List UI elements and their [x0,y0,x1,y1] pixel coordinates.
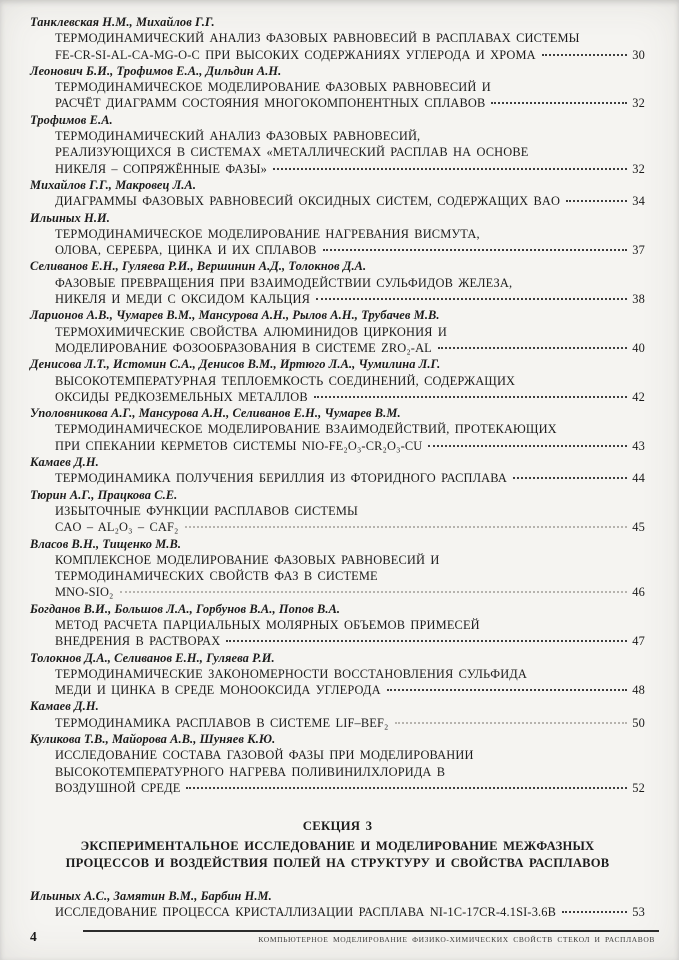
entry-authors: Уполовникова А.Г., Мансурова А.Н., Селиванов Е.Н., Чумарев В.М. [30,406,401,421]
entry-page-number: 37 [632,243,645,258]
entry-title-text: ИЗБЫТОЧНЫЕ ФУНКЦИИ РАСПЛАВОВ СИСТЕМЫ [55,503,358,518]
entry-authors: Денисова Л.Т., Истомин С.А., Денисов В.М., Иртюго Л.А., Чумилина Л.Г. [30,357,441,372]
entry-title-text: ТЕРМОДИНАМИЧЕСКОЕ МОДЕЛИРОВАНИЕ НАГРЕВАНИЯ ВИСМУТА, [55,226,480,241]
entry-page-number: 30 [632,47,645,62]
section-header [30,818,645,873]
entry-title-line [30,682,645,698]
entry-authors: Тюрин А.Г., Працкова С.Е. [30,487,178,502]
toc-entry [30,888,645,921]
entry-title-line [30,503,645,519]
entry-title-text: ТЕРМОДИНАМИЧЕСКИЙ АНАЛИЗ ФАЗОВЫХ РАВНОВЕСИЙ В РАСПЛАВАХ СИСТЕМЫ [55,31,580,46]
entry-title-line [30,95,645,111]
entry-title-line [30,128,645,144]
entry-title-line [30,421,645,437]
entry-authors: Леонович Б.И., Трофимов Е.А., Дильдин А.Н. [30,63,282,78]
entry-title-text: ИССЛЕДОВАНИЕ ПРОЦЕССА КРИСТАЛЛИЗАЦИИ РАСПЛАВА NI-1C-17CR-4.1SI-3.6B [55,905,557,920]
entry-title-text: МЕТОД РАСЧЕТА ПАРЦИАЛЬНЫХ МОЛЯРНЫХ ОБЪЕМОВ ПРИМЕСЕЙ [55,617,480,632]
entry-title-line [30,242,645,258]
toc-entry [30,601,645,650]
entry-title-line [30,780,645,796]
entry-title-line [30,633,645,649]
entry-title-line [30,389,645,405]
entry-title-line [30,584,645,600]
entry-title-text: НИКЕЛЯ – СОПРЯЖЁННЫЕ ФАЗЫ» [55,161,267,176]
toc-entry [30,405,645,454]
entry-page-number: 47 [632,634,645,649]
entry-page-number: 40 [632,340,645,355]
entry-authors: Камаев Д.Н. [30,699,99,714]
entry-authors: Трофимов Е.А. [30,112,113,127]
entry-title-text: ОКСИДЫ РЕДКОЗЕМЕЛЬНЫХ МЕТАЛЛОВ [55,389,308,404]
entry-page-number: 50 [632,715,645,730]
toc-entry [30,258,645,307]
entry-title-line [30,30,645,46]
entry-title-text: НИКЕЛЯ И МЕДИ С ОКСИДОМ КАЛЬЦИЯ [55,292,310,307]
entry-authors: Толокнов Д.А., Селиванов Е.Н., Гуляева Р.И. [30,650,275,665]
toc-list [30,14,645,920]
entry-title-text: ВОЗДУШНОЙ СРЕДЕ [55,780,181,795]
entry-authors: Куликова Т.В., Майорова А.В., Шуняев К.Ю. [30,732,276,747]
entry-authors: Ларионов А.В., Чумарев В.М., Мансурова А.Н., Рылов А.Н., Трубачев М.В. [30,308,440,323]
entry-title-text: CAO – AL₂O₃ – CAF₂ [55,520,179,535]
entry-page-number: 34 [632,194,645,209]
toc-entry [30,112,645,177]
page-footer [30,930,659,944]
entry-title-text: ТЕРМОХИМИЧЕСКИЕ СВОЙСТВА АЛЮМИНИДОВ ЦИРКОНИЯ И [55,324,447,339]
toc-entry [30,731,645,796]
entry-title-line [30,666,645,682]
entry-title-line [30,519,645,535]
toc-entry [30,63,645,112]
entry-page-number: 53 [632,905,645,920]
entry-title-text: ИССЛЕДОВАНИЕ СОСТАВА ГАЗОВОЙ ФАЗЫ ПРИ МОДЕЛИРОВАНИИ [55,748,474,763]
entry-page-number: 48 [632,683,645,698]
entry-title-line [30,715,645,731]
entry-title-text: ТЕРМОДИНАМИЧЕСКОЕ МОДЕЛИРОВАНИЕ ВЗАИМОДЕЙСТВИЙ, ПРОТЕКАЮЩИХ [55,422,557,437]
toc-entry [30,454,645,487]
entry-title-line [30,552,645,568]
entry-title-text: ВЫСОКОТЕМПЕРАТУРНОГО НАГРЕВА ПОЛИВИНИЛХЛОРИДА В [55,764,446,779]
entry-title-text: ДИАГРАММЫ ФАЗОВЫХ РАВНОВЕСИЙ ОКСИДНЫХ СИСТЕМ, СОДЕРЖАЩИХ BAO [55,194,561,209]
toc-entry [30,210,645,259]
entry-title-text: ВЫСОКОТЕМПЕРАТУРНАЯ ТЕПЛОЕМКОСТЬ СОЕДИНЕНИЙ, СОДЕРЖАЩИХ [55,373,516,388]
entry-authors: Танклевская Н.М., Михайлов Г.Г. [30,15,215,29]
entry-title-text: ТЕРМОДИНАМИЧЕСКОЕ МОДЕЛИРОВАНИЕ ФАЗОВЫХ РАВНОВЕСИЙ И [55,80,491,95]
entry-title-line [30,144,645,160]
entry-title-text: МЕДИ И ЦИНКА В СРЕДЕ МОНООКСИДА УГЛЕРОДА [55,683,381,698]
entry-authors: Власов В.Н., Тищенко М.В. [30,536,182,551]
footer-running-title: КОМПЬЮТЕРНОЕ МОДЕЛИРОВАНИЕ ФИЗИКО-ХИМИЧЕСКИХ СВОЙСТВ СТЕКОЛ И РАСПЛАВОВ [258,935,655,944]
entry-title-line [30,438,645,454]
toc-entry [30,307,645,356]
entry-title-text: ВНЕДРЕНИЯ В РАСТВОРАХ [55,634,221,649]
entry-authors: Богданов В.И., Большов Л.А., Горбунов В.А., Попов В.А. [30,601,341,616]
entry-title-text: МОДЕЛИРОВАНИЕ ФОЗООБРАЗОВАНИЯ В СИСТЕМЕ ZRO₂-AL [55,340,432,355]
entry-title-line [30,373,645,389]
entry-title-text: ТЕРМОДИНАМИЧЕСКИХ СВОЙСТВ ФАЗ В СИСТЕМЕ [55,569,378,584]
page-number: 4 [30,929,37,944]
entry-title-text: КОМПЛЕКСНОЕ МОДЕЛИРОВАНИЕ ФАЗОВЫХ РАВНОВЕСИЙ И [55,552,440,567]
entry-page-number: 45 [632,520,645,535]
entry-title-text: ТЕРМОДИНАМИЧЕСКИЙ АНАЛИЗ ФАЗОВЫХ РАВНОВЕСИЙ, [55,129,421,144]
section-heading: СЕКЦИЯ 3 [302,819,373,834]
entry-title-text: ФАЗОВЫЕ ПРЕВРАЩЕНИЯ ПРИ ВЗАИМОДЕЙСТВИИ СУЛЬФИДОВ ЖЕЛЕЗА, [55,275,513,290]
entry-title-text: ТЕРМОДИНАМИКА ПОЛУЧЕНИЯ БЕРИЛЛИЯ ИЗ ФТОРИДНОГО РАСПЛАВА [55,471,507,486]
toc-entry [30,698,645,731]
entry-title-text: FE-CR-SI-AL-CA-MG-O-C ПРИ ВЫСОКИХ СОДЕРЖАНИЯХ УГЛЕРОДА И ХРОМА [55,47,536,62]
entry-title-text: ТЕРМОДИНАМИКА РАСПЛАВОВ В СИСТЕМЕ LIF–BEF₂ [55,715,389,730]
toc-entry [30,650,645,699]
entry-page-number: 43 [632,438,645,453]
entry-title-line [30,568,645,584]
entry-authors: Ильиных Н.И. [30,210,110,225]
entry-authors: Ильиных А.С., Замятин В.М., Барбин Н.М. [30,888,272,903]
entry-authors: Михайлов Г.Г., Макровец Л.А. [30,177,197,192]
entry-title-line [30,79,645,95]
entry-title-line [30,470,645,486]
entry-title-line [30,275,645,291]
entry-title-line [30,193,645,209]
entry-title-text: РЕАЛИЗУЮЩИХСЯ В СИСТЕМАХ «МЕТАЛЛИЧЕСКИЙ РАСПЛАВ НА ОСНОВЕ [55,145,529,160]
entry-title-text: РАСЧЁТ ДИАГРАММ СОСТОЯНИЯ МНОГОКОМПОНЕНТНЫХ СПЛАВОВ [55,96,486,111]
toc-entry [30,487,645,536]
entry-title-line [30,764,645,780]
entry-title-line [30,904,645,920]
entry-title-line [30,47,645,63]
entry-title-line [30,340,645,356]
entry-title-text: ПРИ СПЕКАНИИ КЕРМЕТОВ СИСТЕМЫ NIO-FE₂O₃-CR₂O₃-CU [55,438,423,453]
entry-title-text: ТЕРМОДИНАМИЧЕСКИЕ ЗАКОНОМЕРНОСТИ ВОССТАНОВЛЕНИЯ СУЛЬФИДА [55,666,528,681]
footer-rule-block [83,930,659,944]
entry-title-line [30,324,645,340]
entry-page-number: 32 [632,96,645,111]
entry-title-line [30,617,645,633]
section-title-line: ЭКСПЕРИМЕНТАЛЬНОЕ ИССЛЕДОВАНИЕ И МОДЕЛИРОВАНИЕ МЕЖФАЗНЫХ [80,838,595,853]
section-title-line: ПРОЦЕССОВ И ВОЗДЕЙСТВИЯ ПОЛЕЙ НА СТРУКТУРУ И СВОЙСТВА РАСПЛАВОВ [65,856,610,871]
entry-title-line [30,226,645,242]
entry-title-text: ОЛОВА, СЕРЕБРА, ЦИНКА И ИХ СПЛАВОВ [55,243,317,258]
entry-title-text: MNO-SIO₂ [55,585,114,600]
toc-entry [30,177,645,210]
entry-page-number: 32 [632,161,645,176]
entry-authors: Селиванов Е.Н., Гуляева Р.И., Вершинин А.Д., Толокнов Д.А. [30,259,367,274]
entry-title-line [30,161,645,177]
toc-entry [30,536,645,601]
entry-page-number: 52 [632,780,645,795]
entry-page-number: 42 [632,389,645,404]
toc-entry [30,356,645,405]
entry-page-number: 44 [632,471,645,486]
entry-page-number: 46 [632,585,645,600]
entry-authors: Камаев Д.Н. [30,455,99,470]
entry-title-line [30,747,645,763]
toc-entry [30,14,645,63]
entry-title-line [30,291,645,307]
entry-page-number: 38 [632,292,645,307]
